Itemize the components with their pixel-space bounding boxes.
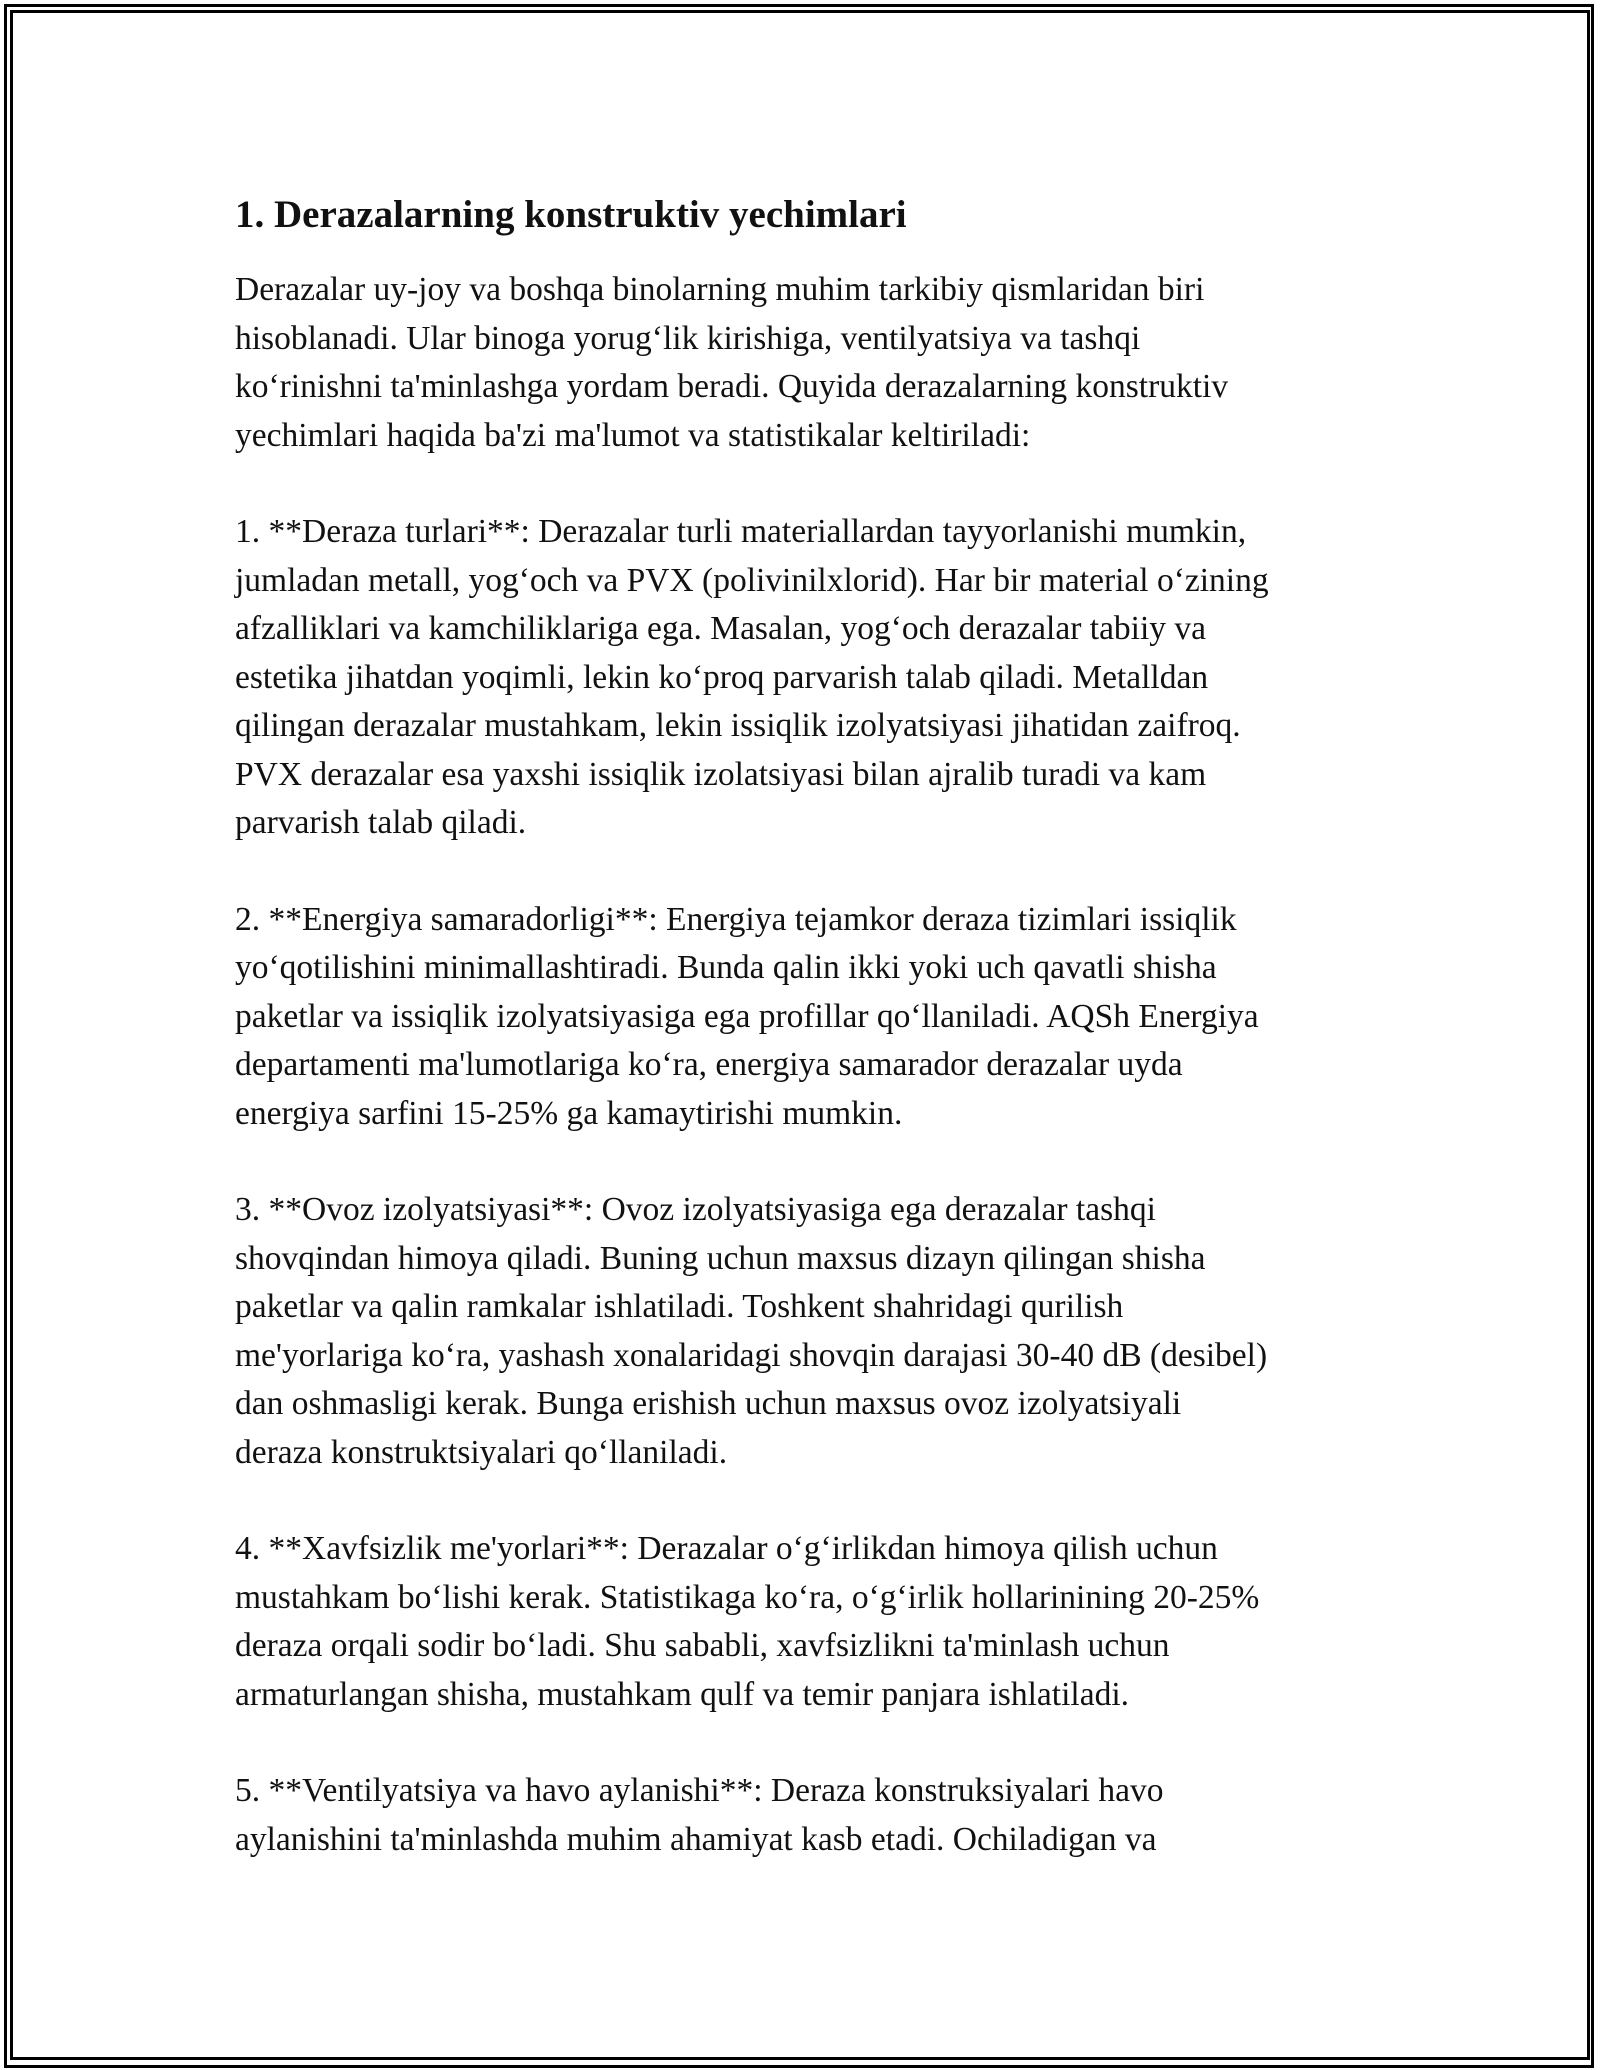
paragraph-window-types: 1. **Deraza turlari**: Derazalar turli materiallardan tayyorlanishi mumkin, jumladan metall, yog‘och va PVX (polivinilxlorid). Har bir material o‘zining afzalliklari va kamchiliklariga ega. Masalan, yog‘och derazalar tabiiy va estetika jihatdan yoqimli, lekin ko‘proq parvarish talab qiladi. Metalldan qilingan derazalar mustahkam, lekin issiqlik izolyatsiyasi jihatidan zaifroq. PVX derazalar esa yaxshi issiqlik izolatsiyasi bilan ajralib turadi va kam parvarish talab qiladi. — [235, 513, 1269, 841]
paragraph-sound-insulation: 3. **Ovoz izolyatsiyasi**: Ovoz izolyatsiyasiga ega derazalar tashqi shovqindan himoya qiladi. Buning uchun maxsus dizayn qilingan shisha paketlar va qalin ramkalar ishlatiladi. Toshkent shahridagi qurilish me'yorlariga ko‘ra, yashash xonalaridagi shovqin darajasi 30-40 dB (desibel) dan oshmasligi kerak. Bunga erishish uchun maxsus ovoz izolyatsiyali deraza konstruktsiyalari qo‘llaniladi. — [235, 1191, 1268, 1471]
paragraph-energy-efficiency: 2. **Energiya samaradorligi**: Energiya tejamkor deraza tizimlari issiqlik yo‘qotilishini minimallashtiradi. Bunda qalin ikki yoki uch qavatli shisha paketlar va issiqlik izolyatsiyasiga ega profillar qo‘llaniladi. AQSh Energiya departamenti ma'lumotlariga ko‘ra, energiya samarador derazalar uyda energiya sarfini 15-25% ga kamaytirishi mumkin. — [235, 900, 1259, 1132]
paragraph-intro: Derazalar uy-joy va boshqa binolarning muhim tarkibiy qismlaridan biri hisoblanadi. Ular binoga yorug‘lik kirishiga, ventilyatsiya va tashqi ko‘rinishni ta'minlashga yordam beradi. Quyida derazalarning konstruktiv yechimlari haqida ba'zi ma'lumot va statistikalar keltiriladi: — [235, 271, 1229, 454]
document-title: 1. Derazalarning konstruktiv yechimlari — [235, 193, 907, 236]
paragraph-ventilation: 5. **Ventilyatsiya va havo aylanishi**: Deraza konstruksiyalari havo aylanishini ta'minlashda muhim ahamiyat kasb etadi. Ochiladigan va — [235, 1772, 1164, 1858]
paragraph-security: 4. **Xavfsizlik me'yorlari**: Derazalar o‘g‘irlikdan himoya qilish uchun mustahkam bo‘lishi kerak. Statistikaga ko‘ra, o‘g‘irlik hollarinining 20-25% deraza orqali sodir bo‘ladi. Shu sababli, xavfsizlikni ta'minlash uchun armaturlangan shisha, mustahkam qulf va temir panjara ishlatiladi. — [235, 1530, 1260, 1713]
document-body — [235, 184, 1375, 1912]
